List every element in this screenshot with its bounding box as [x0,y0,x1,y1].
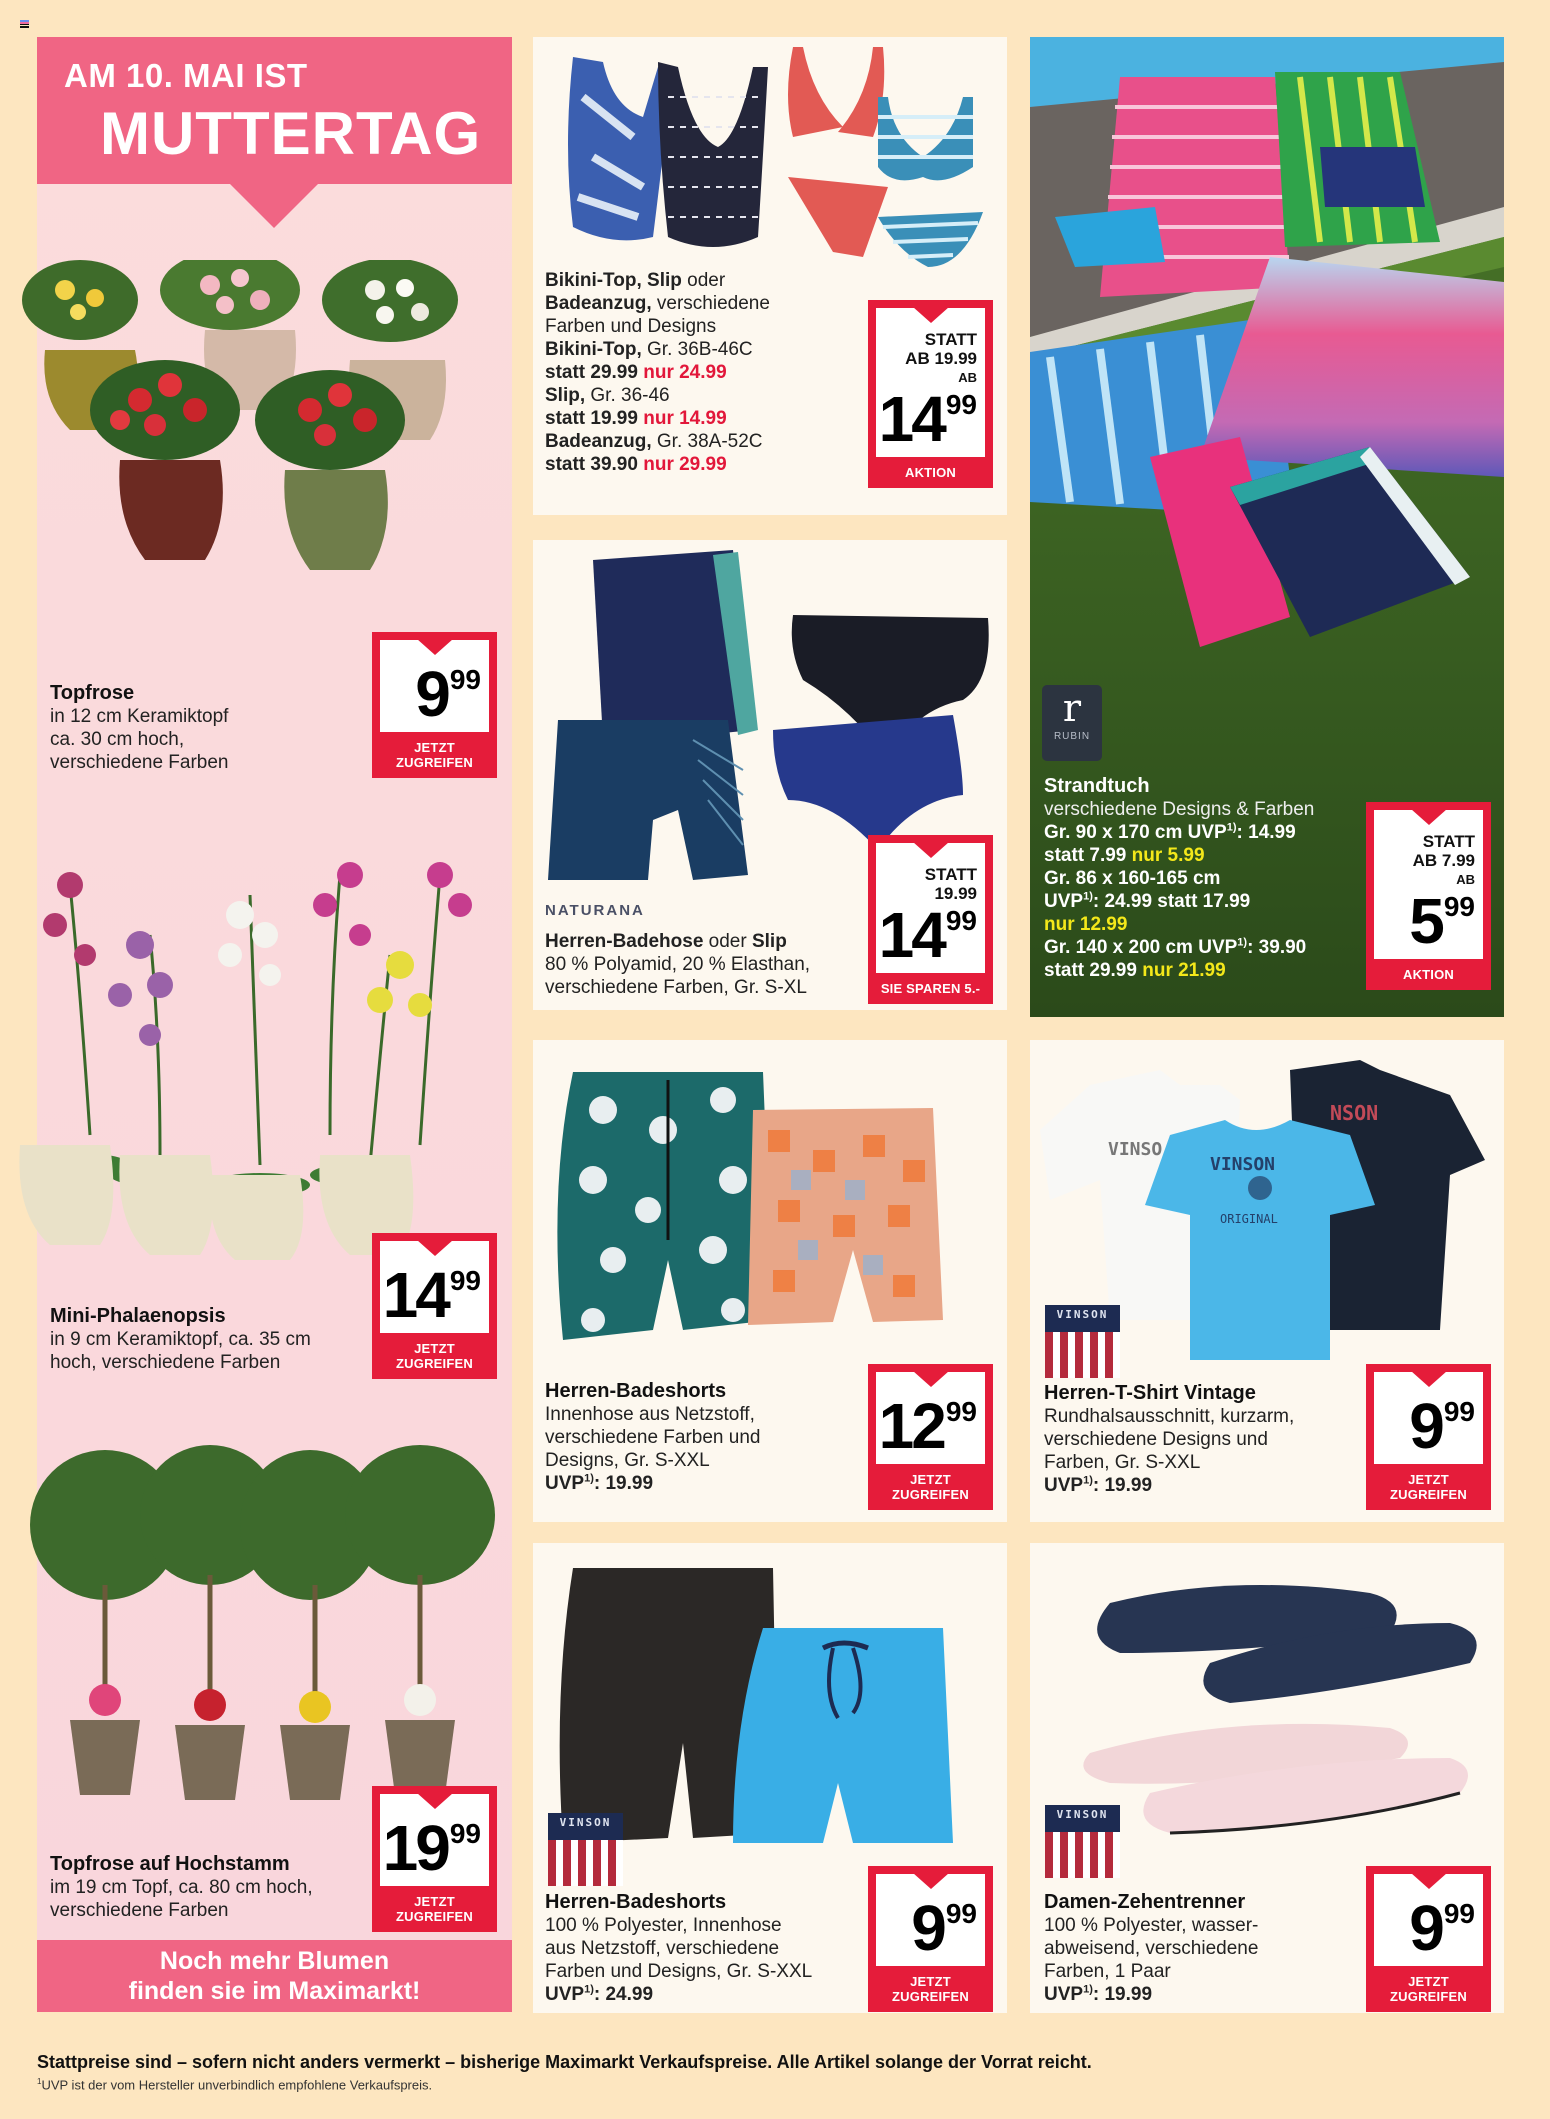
tshirt-info [1044,1382,1364,1497]
topfrose-image [10,260,520,620]
price-tag [868,300,993,488]
strandtuch-info [1044,775,1374,982]
product-desc-line: ca. 30 cm hoch, [50,729,185,750]
tag-footer: AKTION [1402,967,1455,982]
badehose-info: Herren-Badehose oder Slip 80 % Polyamid, 20 % Elasthan, verschiedene Farben, Gr. S-XL [545,930,865,999]
more-flowers-line1: Noch mehr Blumen [159,1947,390,1975]
tag-footer: AKTION [904,465,957,480]
size-line: UVP$^{1)}$: 24.99 statt 17.99 [1044,890,1251,912]
price: 14 99 [878,899,977,971]
zehentrenner-info [1044,1891,1364,2006]
tag-statt-price: AB 19.99 [905,349,977,368]
banner-arrow [230,184,318,228]
size-line: nur 12.99 [1044,914,1128,935]
product-title: Bikini-Top, Slip [545,270,682,291]
tag-ab: AB [958,370,977,385]
tag-footer: SIE SPAREN 5.- [880,981,981,996]
tag-footer: JETZT ZUGREIFEN [396,1894,473,1924]
variant: Bikini-Top, Gr. 36B-46C [545,339,753,360]
phalaenopsis-image [10,835,520,1265]
price: 9 99 [1409,1390,1475,1462]
price: 5 99 [1409,885,1475,957]
tag-footer: JETZT ZUGREIFEN [396,740,473,770]
product-desc-line: Rundhalsausschnitt, kurzarm, [1044,1406,1295,1427]
rubin-logo: r RUBIN [1042,685,1102,761]
tag-notch [417,1240,453,1256]
tag-notch [1411,809,1447,825]
product-title: Herren-Badehose [545,931,704,952]
product-desc-line: verschiedene Farben und [545,1427,761,1448]
price: 12 99 [878,1390,977,1462]
size-line: statt 7.99 nur 5.99 [1044,845,1205,866]
tag-footer: JETZT ZUGREIFEN [892,1472,969,1502]
product-desc-line: verschiedene Farben [50,752,229,773]
variant: Slip, Gr. 36-46 [545,385,670,406]
tag-notch [1411,1873,1447,1889]
variant: Badeanzug, Gr. 38A-52C [545,431,763,452]
badeshorts-image [533,1040,1007,1370]
tag-statt: STATT 19.99 [924,865,977,903]
product-desc-line: verschiedene Designs und [1044,1429,1268,1450]
hochstamm-info [50,1853,370,1922]
product-title: Herren-Badeshorts [545,1380,727,1402]
tag-notch [913,1371,949,1387]
tag-notch [913,1873,949,1889]
product-desc-line: Farben und Designs [545,316,717,337]
mothers-day-banner [37,37,512,184]
price: 9 99 [415,658,481,730]
tag-notch [417,639,453,655]
price-tag [372,1786,497,1932]
size-line: Gr. 86 x 160-165 cm [1044,868,1221,889]
topfrose-info [50,682,360,774]
variant-price: statt 39.90 nur 29.99 [545,454,727,475]
price: 9 99 [1409,1892,1475,1964]
tag-notch [913,307,949,323]
price: 14 99 [382,1259,481,1331]
tag-footer: JETZT ZUGREIFEN [1390,1472,1467,1502]
product-desc-line: Farben, 1 Paar [1044,1961,1171,1982]
product-title: Topfrose [50,682,135,704]
uvp-price: UVP$^{1)}$: 19.99 [1044,1474,1153,1496]
price-tag [1366,1364,1491,1510]
product-desc-line: Farben, Gr. S-XXL [1044,1452,1201,1473]
product-desc-line: verschiedene Farben [50,1900,229,1921]
price-tag [372,632,497,778]
menu-icon[interactable] [20,20,29,28]
product-title: Herren-Badeshorts [545,1891,727,1913]
product-desc-line: Designs, Gr. S-XXL [545,1450,710,1471]
price-tag [1366,802,1491,990]
hochstamm-image [10,1445,520,1805]
product-desc-line: verschiedene Farben, Gr. S-XL [545,977,807,998]
product-desc-line: Farben und Designs, Gr. S-XXL [545,1961,813,1982]
product-title: Herren-T-Shirt Vintage [1044,1382,1256,1404]
naturana-logo: NATURANA [545,902,645,919]
tag-footer: JETZT ZUGREIFEN [396,1341,473,1371]
flipflops-image [1030,1543,1504,1843]
size-line: statt 29.99 nur 21.99 [1044,960,1226,981]
product-desc-line: 100 % Polyester, Innenhose [545,1915,782,1936]
swimwear-info: Bikini-Top, Slip oder Badeanzug, verschiedene Farben und Designs Bikini-Top, Gr. 36B-46C statt 29.99 nur 24.99 Slip, Gr. 36-46 statt 19.99 nur 14.99 Badeanzug, Gr. 38A-52C statt 39.90 nur 29.99 [545,269,845,476]
tag-notch [417,1793,453,1809]
vinson-logo: VINSON [548,1813,623,1886]
footer-disclaimer: Stattpreise sind – sofern nicht anders vermerkt – bisherige Maximarkt Verkaufspreise. Alle Artikel solange der Vorrat reicht. [37,2052,1092,2072]
tag-statt: STATT [1422,832,1475,851]
product-desc-line: abweisend, verschiedene [1044,1938,1259,1959]
svg-text:VINSON: VINSON [1210,1154,1276,1175]
product-desc-line: aus Netzstoff, verschiedene [545,1938,780,1959]
product-title: Topfrose auf Hochstamm [50,1853,290,1875]
product-title: Damen-Zehentrenner [1044,1891,1246,1913]
banner-line2: MUTTERTAG [100,100,482,167]
tag-notch [913,842,949,858]
product-title: Strandtuch [1044,775,1150,797]
price-tag [1366,1866,1491,2012]
price: 19 99 [382,1812,481,1884]
svg-text:ORIGINAL: ORIGINAL [1220,1212,1278,1226]
uvp-price: UVP$^{1)}$: 19.99 [545,1472,654,1494]
footer-footnote: $^1$UVP ist der vom Hersteller unverbindlich empfohlene Verkaufspreis. [37,2077,433,2093]
badehose-image [533,540,1007,880]
price-tag [868,1364,993,1510]
product-desc-line: im 19 cm Topf, ca. 80 cm hoch, [50,1877,313,1898]
tag-footer: JETZT ZUGREIFEN [1390,1974,1467,2004]
price-tag [372,1233,497,1379]
tag-statt-price: AB 7.99 [1412,851,1475,870]
product-desc-line: verschiedene Designs & Farben [1044,799,1315,820]
vinson-logo: VINSON [1045,1805,1120,1878]
vinson-logo: VINSON [1045,1305,1120,1378]
phalaenopsis-info [50,1305,380,1374]
price-tag [868,1866,993,2012]
svg-text:NSON: NSON [1330,1101,1379,1125]
tag-statt: STATT [924,330,977,349]
product-desc-line: in 12 cm Keramiktopf [50,706,229,727]
tag-notch [1411,1371,1447,1387]
banner-line1: AM 10. MAI IST [64,57,308,94]
tag-ab: AB [1456,872,1475,887]
product-desc-line: Innenhose aus Netzstoff, [545,1404,755,1425]
badeshorts2-info [545,1891,865,2006]
more-flowers-banner [37,1940,512,2012]
size-line: Gr. 140 x 200 cm UVP$^{1)}$: 39.90 [1044,936,1307,958]
product-desc-line: hoch, verschiedene Farben [50,1352,281,1373]
product-desc-line: 100 % Polyester, wasser- [1044,1915,1259,1936]
badeshorts-image [533,1543,1007,1843]
size-line: Gr. 90 x 170 cm UVP$^{1)}$: 14.99 [1044,821,1296,843]
variant-price: statt 19.99 nur 14.99 [545,408,727,429]
svg-text:VINSO: VINSO [1108,1139,1163,1160]
price-tag [868,835,993,1004]
uvp-price: UVP$^{1)}$: 19.99 [1044,1983,1153,2005]
product-desc-line: in 9 cm Keramiktopf, ca. 35 cm [50,1329,311,1350]
price: 14 99 [878,383,977,455]
tag-footer: JETZT ZUGREIFEN [892,1974,969,2004]
price: 9 99 [911,1892,977,1964]
product-title: Mini-Phalaenopsis [50,1305,226,1327]
variant-price: statt 29.99 nur 24.99 [545,362,727,383]
product-desc-line: 80 % Polyamid, 20 % Elasthan, [545,954,811,975]
uvp-price: UVP$^{1)}$: 24.99 [545,1983,654,2005]
badeshorts1-info [545,1380,845,1495]
more-flowers-line2: finden sie im Maximarkt! [128,1977,421,2005]
swimwear-image [543,37,1003,267]
